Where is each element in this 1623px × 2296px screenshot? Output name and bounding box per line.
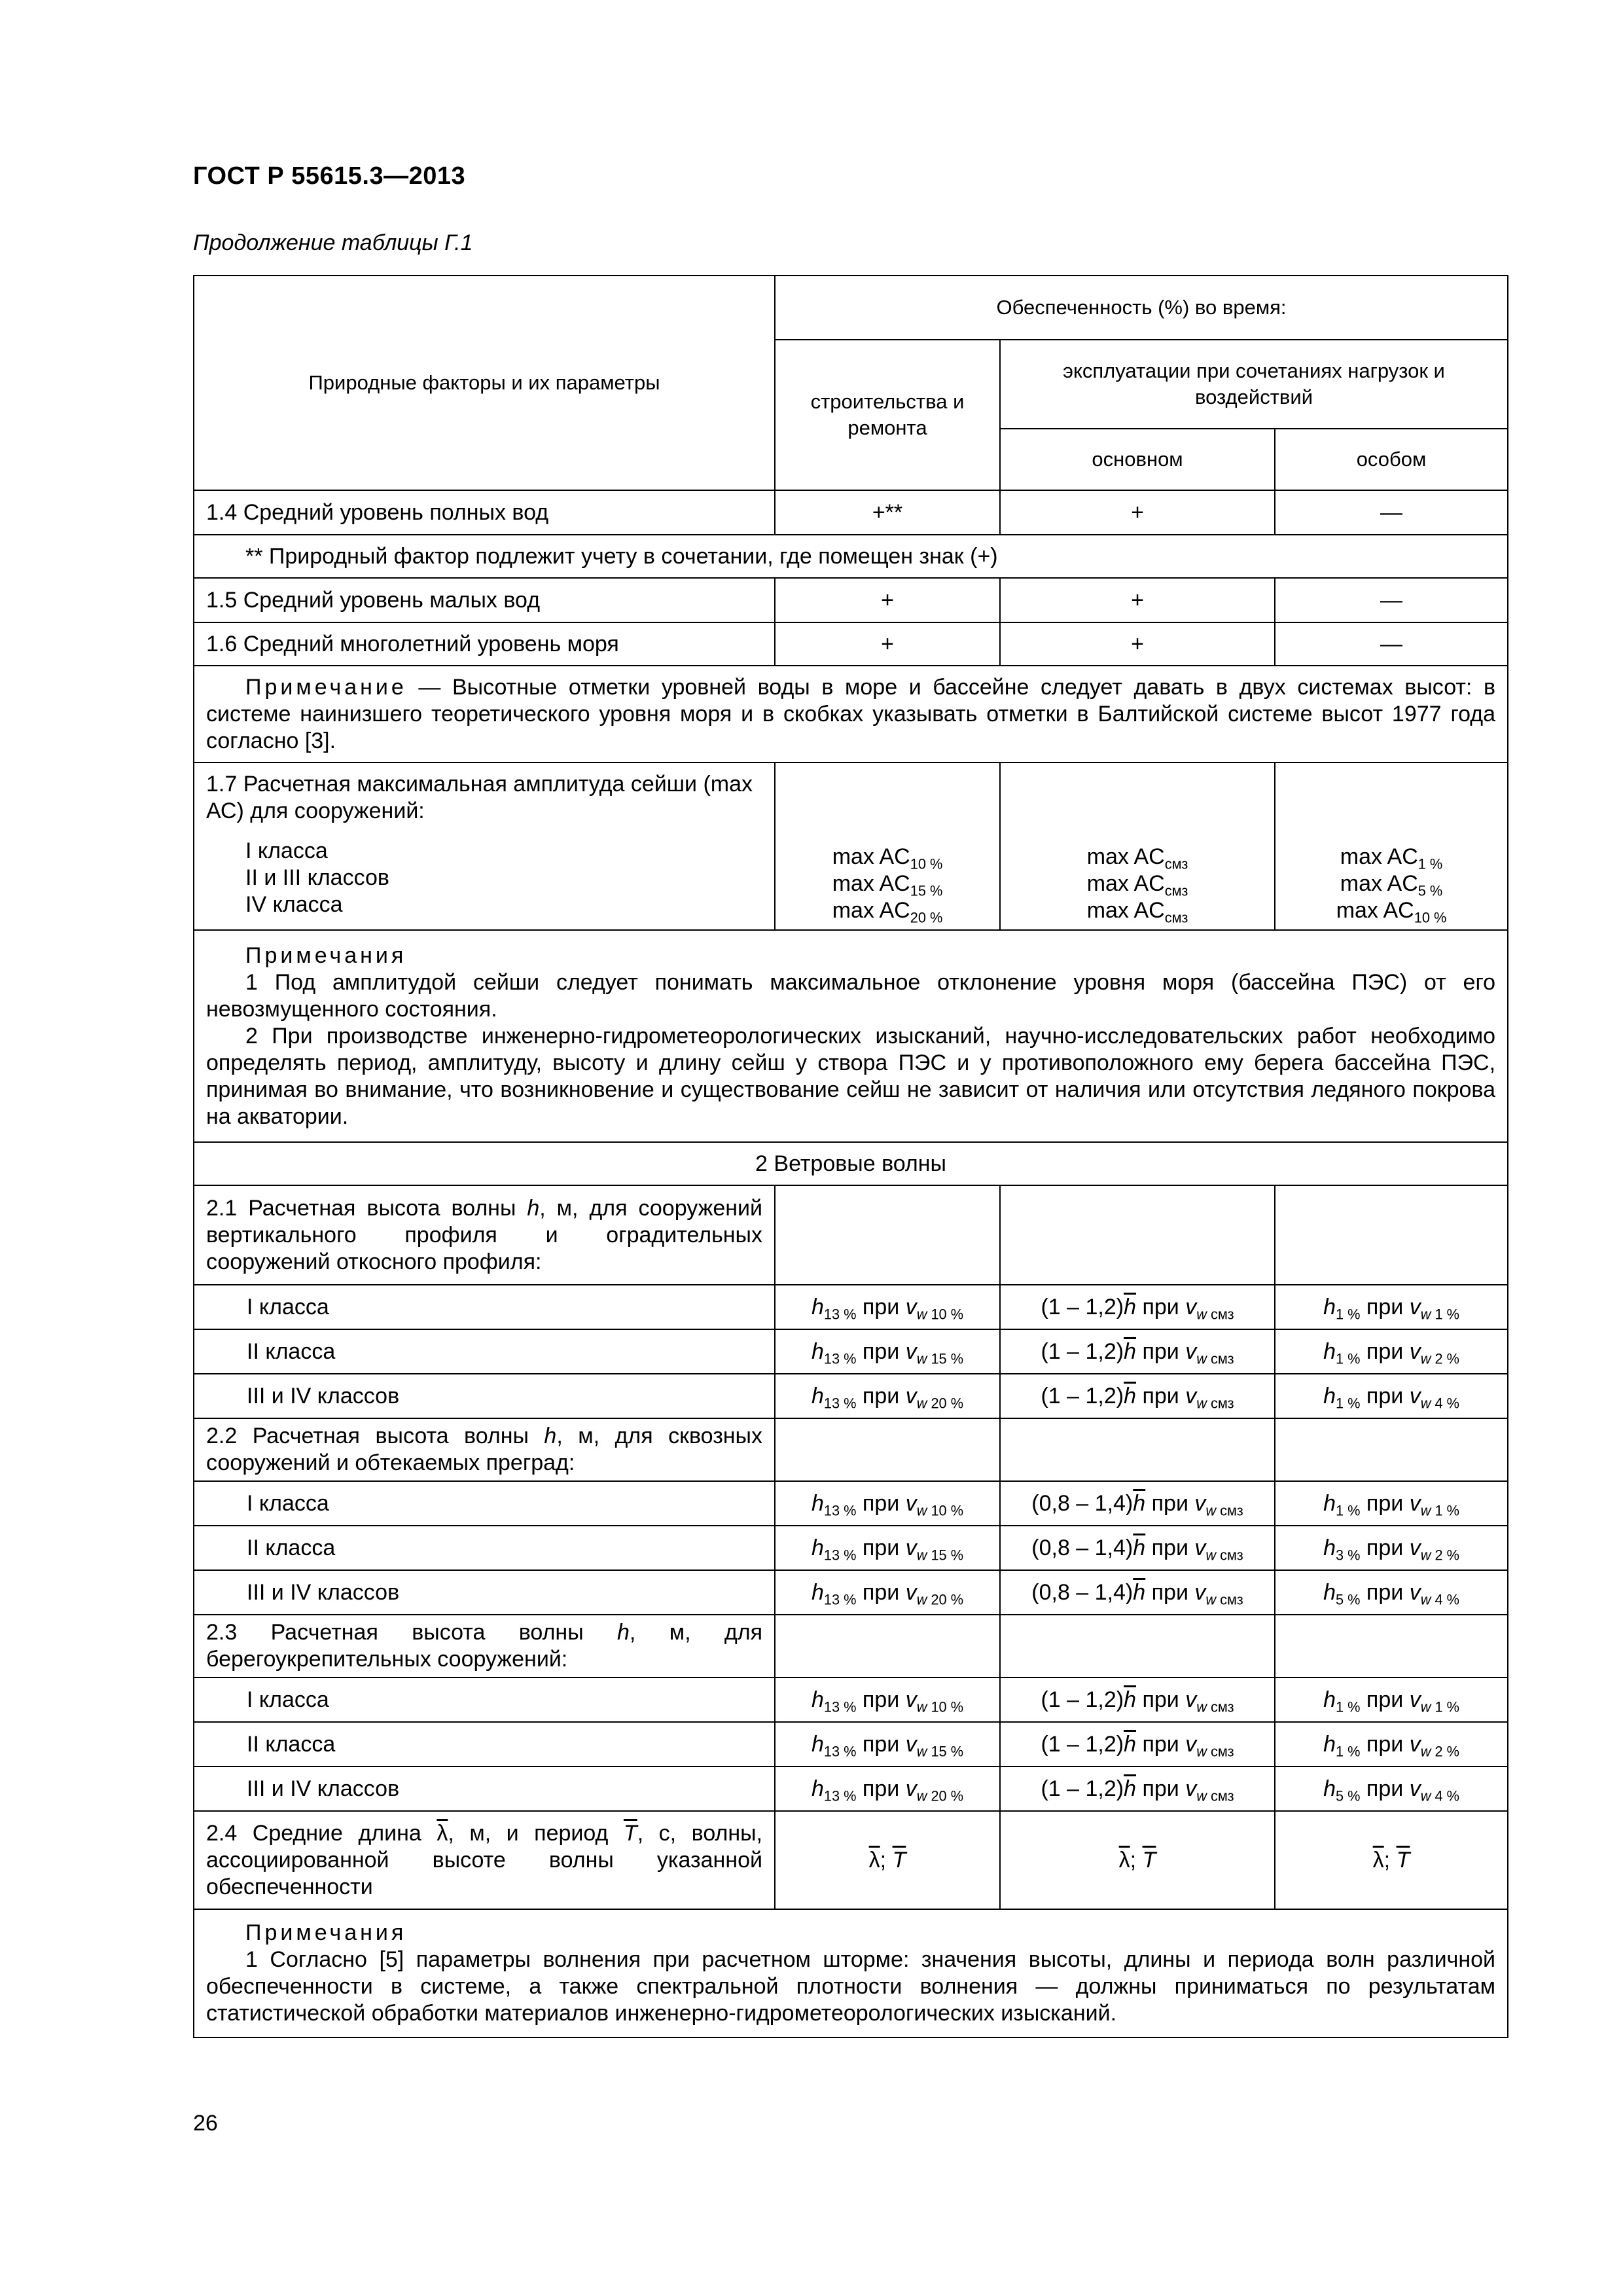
cell-basic <box>1000 1418 1275 1481</box>
cell-basic: $(0,8 - 1,4)\overline{h}$ при $v_{w смз}$ <box>1000 1481 1275 1526</box>
class-label: II класса <box>194 1329 775 1374</box>
note-label: Примечания <box>245 942 407 968</box>
cell-construction: $h_{13 \%}$ при $v_{w 20 \%}$ <box>775 1374 1000 1418</box>
table-row <box>194 1418 1508 1481</box>
cell-construction: $h_{13 \%}$ при $v_{w 10 \%}$ <box>775 1285 1000 1329</box>
row-label: 2.1 Расчетная высота волны h, м, для сооружений вертикального профиля и оградительных сооружений откосного профиля: <box>194 1185 775 1285</box>
note-label: Примечания <box>245 1920 407 1945</box>
table-row <box>194 1329 1508 1374</box>
document-header: ГОСТ Р 55615.3—2013 <box>193 162 466 190</box>
row-label: 2.4 Средние длина $\overline{\lambda}$, м, и период $\overline{T}$, с, волны, ассоциированной высоте волны указанной обеспеченности <box>194 1811 775 1909</box>
cell-special: $\overline{\lambda}$; $\overline{T}$ <box>1275 1811 1508 1909</box>
header-special: особом <box>1275 429 1508 490</box>
cell-construction <box>775 1185 1000 1285</box>
table-row <box>194 1811 1508 1909</box>
section-title: 2 Ветровые волны <box>194 1142 1508 1185</box>
class-label: II и III классов <box>245 865 389 890</box>
cell-special: — <box>1275 578 1508 622</box>
cell-basic <box>1000 1185 1275 1285</box>
table-row <box>194 762 1508 930</box>
note-label: Примечание <box>245 674 407 700</box>
cell-construction: $h_{13 \%}$ при $v_{w 15 \%}$ <box>775 1722 1000 1767</box>
page-number: 26 <box>193 2111 218 2136</box>
cell-basic: $(1 - 1,2)\overline{h}$ при $v_{w смз}$ <box>1000 1329 1275 1374</box>
cell-construction: +** <box>775 490 1000 535</box>
cell-construction: $\max AC_{10 \%}$ $\max AC_{15 \%}$ $\max AC_{20 \%}$ <box>775 762 1000 930</box>
cell-special: $h_{5 \%}$ при $v_{w 4 \%}$ <box>1275 1767 1508 1811</box>
header-factors: Природные факторы и их параметры <box>194 276 775 490</box>
cell-basic: $(1 - 1,2)\overline{h}$ при $v_{w смз}$ <box>1000 1722 1275 1767</box>
footnote-row: ** Природный фактор подлежит учету в сочетании, где помещен знак (+) <box>194 535 1508 578</box>
table-row <box>194 1526 1508 1570</box>
cell-basic: + <box>1000 622 1275 666</box>
table-row <box>194 1570 1508 1615</box>
row-label: 2.3 Расчетная высота волны h, м, для берегоукрепительных сооружений: <box>194 1615 775 1677</box>
cell-construction: $h_{13 \%}$ при $v_{w 15 \%}$ <box>775 1329 1000 1374</box>
table-row <box>194 490 1508 535</box>
table-row <box>194 1185 1508 1285</box>
cell-basic: $(1 - 1,2)\overline{h}$ при $v_{w смз}$ <box>1000 1374 1275 1418</box>
class-label: II класса <box>194 1526 775 1570</box>
cell-construction: + <box>775 578 1000 622</box>
cell-construction: $h_{13 \%}$ при $v_{w 10 \%}$ <box>775 1677 1000 1722</box>
cell-construction: $\overline{\lambda}$; $\overline{T}$ <box>775 1811 1000 1909</box>
table-row <box>194 1142 1508 1185</box>
class-label: III и IV классов <box>194 1374 775 1418</box>
cell-special <box>1275 1418 1508 1481</box>
cell-special: — <box>1275 622 1508 666</box>
table-row <box>194 1481 1508 1526</box>
row-label: 1.5 Средний уровень малых вод <box>194 578 775 622</box>
cell-basic: $(0,8 - 1,4)\overline{h}$ при $v_{w смз}$ <box>1000 1570 1275 1615</box>
table-row <box>194 666 1508 762</box>
class-label: II класса <box>194 1722 775 1767</box>
table-row <box>194 535 1508 578</box>
table-row <box>194 1374 1508 1418</box>
cell-basic: + <box>1000 490 1275 535</box>
header-construction: строительства и ремонта <box>775 340 1000 490</box>
class-label: I класса <box>194 1481 775 1526</box>
cell-construction: + <box>775 622 1000 666</box>
note-cell <box>194 666 1508 762</box>
note-text: — Высотные отметки уровней воды в море и бассейне следует давать в двух системах высот: в системе наинизшего теоретического уровня моря и в скобках указывать отметки в Балтийской системе высот 1977 года согласно [3]. <box>206 674 1496 753</box>
row-label: 2.2 Расчетная высота волны h, м, для сквозных сооружений и обтекаемых преград: <box>194 1418 775 1481</box>
table-row <box>194 930 1508 1142</box>
cell-construction: $h_{13 \%}$ при $v_{w 15 \%}$ <box>775 1526 1000 1570</box>
cell-basic: $(1 - 1,2)\overline{h}$ при $v_{w смз}$ <box>1000 1285 1275 1329</box>
table-row <box>194 1677 1508 1722</box>
cell-special <box>1275 1615 1508 1677</box>
table-row <box>194 1722 1508 1767</box>
table-row <box>194 1285 1508 1329</box>
cell-special: $h_{1 \%}$ при $v_{w 1 \%}$ <box>1275 1285 1508 1329</box>
class-label: I класса <box>194 1285 775 1329</box>
cell-construction <box>775 1418 1000 1481</box>
note-cell <box>194 1909 1508 2037</box>
cell-construction: $h_{13 \%}$ при $v_{w 10 \%}$ <box>775 1481 1000 1526</box>
table-row <box>194 622 1508 666</box>
cell-basic: + <box>1000 578 1275 622</box>
note-item: 1 Согласно [5] параметры волнения при расчетном шторме: значения высоты, длины и периода волн различной обеспеченности в системе, а также спектральной плотности волнения — должны приниматься по результатам статистической обработки материалов инженерно-гидрометеорологических изысканий. <box>206 1947 1496 2026</box>
row-title: 1.7 Расчетная максимальная амплитуда сейши (max АС) для сооружений: <box>206 772 753 823</box>
parameters-table <box>193 275 1508 2038</box>
class-label: I класса <box>194 1677 775 1722</box>
class-label: IV класса <box>245 892 343 917</box>
cell-special: $h_{1 \%}$ при $v_{w 4 \%}$ <box>1275 1374 1508 1418</box>
table-row <box>194 578 1508 622</box>
cell-construction <box>775 1615 1000 1677</box>
cell-special: $h_{1 \%}$ при $v_{w 1 \%}$ <box>1275 1677 1508 1722</box>
cell-special: $h_{1 \%}$ при $v_{w 2 \%}$ <box>1275 1329 1508 1374</box>
cell-special <box>1275 1185 1508 1285</box>
cell-basic: $\max AC_{смз}$ $\max AC_{смз}$ $\max AC_{смз}$ <box>1000 762 1275 930</box>
cell-construction: $h_{13 \%}$ при $v_{w 20 \%}$ <box>775 1767 1000 1811</box>
cell-construction: $h_{13 \%}$ при $v_{w 20 \%}$ <box>775 1570 1000 1615</box>
class-label: III и IV классов <box>194 1570 775 1615</box>
table-header-row-1 <box>194 276 1508 340</box>
row-label <box>194 762 775 930</box>
row-label: 1.4 Средний уровень полных вод <box>194 490 775 535</box>
cell-special: $\max AC_{1 \%}$ $\max AC_{5 \%}$ $\max AC_{10 \%}$ <box>1275 762 1508 930</box>
header-provision: Обеспеченность (%) во время: <box>775 276 1508 340</box>
cell-basic: $\overline{\lambda}$; $\overline{T}$ <box>1000 1811 1275 1909</box>
class-label: I класса <box>245 838 328 863</box>
table-row <box>194 1909 1508 2037</box>
cell-basic: $(0,8 - 1,4)\overline{h}$ при $v_{w смз}$ <box>1000 1526 1275 1570</box>
cell-special: $h_{1 \%}$ при $v_{w 1 \%}$ <box>1275 1481 1508 1526</box>
header-operation: эксплуатации при сочетаниях нагрузок и воздействий <box>1000 340 1508 429</box>
cell-special: $h_{1 \%}$ при $v_{w 2 \%}$ <box>1275 1722 1508 1767</box>
cell-special: — <box>1275 490 1508 535</box>
note-cell <box>194 930 1508 1142</box>
table-row <box>194 1767 1508 1811</box>
row-label: 1.6 Средний многолетний уровень моря <box>194 622 775 666</box>
class-label: III и IV классов <box>194 1767 775 1811</box>
header-basic: основном <box>1000 429 1275 490</box>
cell-special: $h_{3 \%}$ при $v_{w 2 \%}$ <box>1275 1526 1508 1570</box>
cell-basic <box>1000 1615 1275 1677</box>
note-item: 1 Под амплитудой сейши следует понимать максимальное отклонение уровня моря (бассейна ПЭС) от его невозмущенного состояния. <box>206 969 1496 1022</box>
cell-basic: $(1 - 1,2)\overline{h}$ при $v_{w смз}$ <box>1000 1767 1275 1811</box>
note-item: 2 При производстве инженерно-гидрометеорологических изысканий, научно-исследовательских работ необходимо определять период, амплитуду, высоту и длину сейш у створа ПЭС и у противоположного ему берега бассейна ПЭС, принимая во внимание, что возникновение и существование сейш не зависит от наличия или отсутствия ледяного покрова на акватории. <box>206 1023 1496 1129</box>
table-caption: Продолжение таблицы Г.1 <box>193 230 473 255</box>
cell-basic: $(1 - 1,2)\overline{h}$ при $v_{w смз}$ <box>1000 1677 1275 1722</box>
cell-special: $h_{5 \%}$ при $v_{w 4 \%}$ <box>1275 1570 1508 1615</box>
table-row <box>194 1615 1508 1677</box>
